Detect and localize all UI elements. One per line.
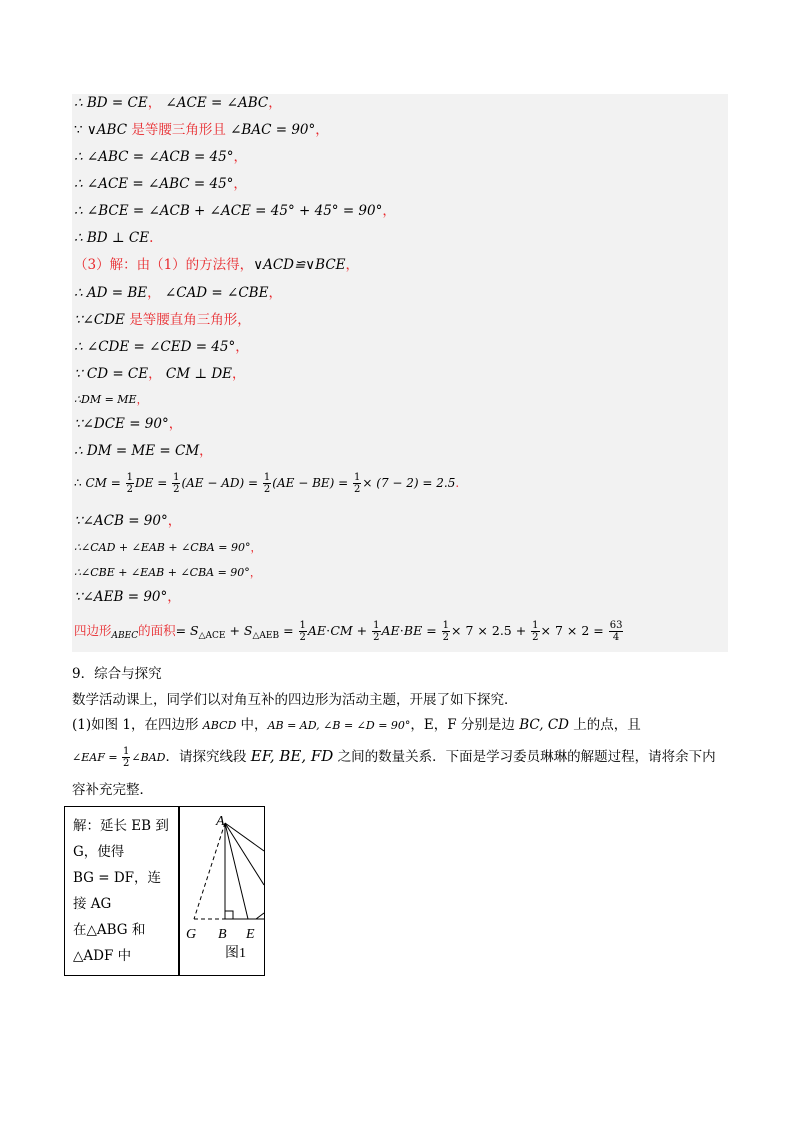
solution-line-17: ∴∠CAD + ∠EAB + ∠CBA = 90°， (74, 541, 262, 554)
solution-line-5: ∴ ∠BCE = ∠ACB + ∠ACE = 45° + 45° = 90°， (74, 203, 396, 219)
solution-line-10: ∴ ∠CDE = ∠CED = 45°， (74, 339, 249, 355)
solution-line-15: ∴ CM = $\frac{1}{2}$ DE = $\frac{1}{2}$ (AE − AD) = $\frac{1}{2}$ (AE − BE) = $\frac{1}{2}$ × (7 − 2) = 2.5. (74, 472, 460, 495)
solution-line-20: 四边形$_{ABEC}$的面积= $S_{\triangle ACE} + S_{\triangle AEB}$ = $\frac{1}{2}$ AE⋅CM + $\frac{1}{2}$ AE⋅BE = $\frac{1}{2}$ × 7 × 2.5 + $\frac{1}{2}$ × 7 × 2 = $\frac{63}{4}$ (74, 620, 623, 643)
solution-line-13: ∵∠DCE = 90°， (74, 416, 183, 432)
label-a: A (216, 814, 225, 829)
table-line-3: BG = DF，连 (73, 870, 162, 886)
solution-line-18: ∴∠CBE + ∠EAB + ∠CBA = 90°， (74, 566, 261, 579)
problem-intro: 数学活动课上，同学们以对角互补的四边形为活动主题，开展了如下探究． (72, 692, 518, 708)
solution-line-14: ∴ DM = ME = CM， (74, 443, 213, 459)
problem-part2: ∠EAF = $\frac{1}{2}$ ∠BAD．请探究线段 EF, BE, FD 之间的数量关系．下面是学习委员琳琳的解题过程，请将余下内 (72, 746, 716, 769)
solution-table (64, 806, 265, 976)
table-line-4: 接 AG (73, 896, 112, 912)
label-e: E (246, 927, 255, 942)
table-line-6: △ADF 中 (73, 948, 132, 964)
solution-line-19: ∵∠AEB = 90°， (74, 589, 181, 605)
segment-cf (256, 913, 264, 919)
solution-line-8: ∴ AD = BE， ∠CAD = ∠CBE， (74, 285, 282, 301)
solution-line-3: ∴ ∠ABC = ∠ACB = 45°， (74, 149, 247, 165)
label-g: G (186, 927, 197, 942)
solution-line-9: ∵∠CDE 是等腰直角三角形， (74, 312, 251, 328)
solution-line-11: ∵ CD = CE， CM ⊥ DE， (74, 366, 246, 382)
table-text-cell (73, 813, 177, 969)
solution-line-2: ∵ ∨ABC 是等腰三角形且 ∠BAC = 90°， (74, 122, 329, 138)
label-b: B (218, 927, 227, 942)
table-line-5: 在△ABG 和 (73, 922, 146, 938)
problem-number: 9．综合与探究 (72, 666, 162, 682)
solution-line-12: ∴DM = ME， (74, 393, 148, 406)
figure-1 (180, 807, 264, 974)
right-angle-mark (225, 911, 233, 919)
solution-line-4: ∴ ∠ACE = ∠ABC = 45°， (74, 176, 247, 192)
solution-line-1: ∴ BD = CE， ∠ACE = ∠ABC， (74, 95, 282, 111)
segment-af (225, 823, 264, 885)
segment-ag (194, 823, 225, 919)
figure-caption: 图1 (225, 946, 246, 961)
solution-line-7: （3）解：由（1）的方法得，∨ACD≌∨BCE， (74, 257, 360, 273)
solution-line-16: ∵∠ACB = 90°， (74, 513, 182, 529)
problem-part1: (1)如图 1，在四边形 ABCD 中，AB = AD, ∠B = ∠D = 90°，E，F 分别是边 BC, CD 上的点，且 (72, 717, 641, 733)
table-line-2: G，使得 (73, 844, 125, 860)
table-line-1: 解：延长 EB 到 (73, 818, 169, 834)
solution-line-6: ∴ BD ⊥ CE. (74, 230, 154, 246)
problem-part3: 容补充完整． (72, 782, 153, 798)
